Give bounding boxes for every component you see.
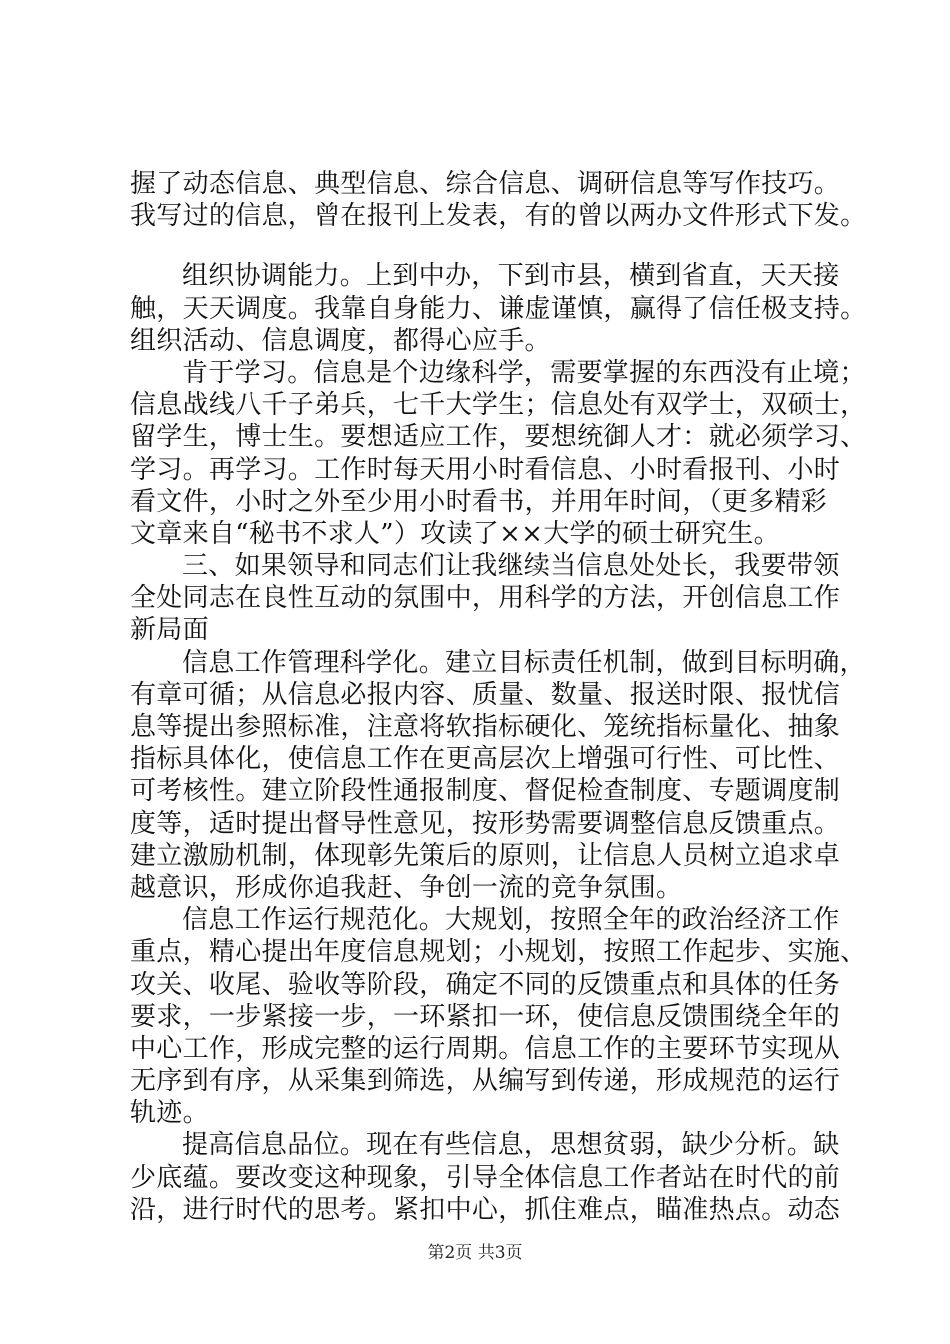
text-line: 沿，进行时代的思考。紧扣中心，抓住难点，瞄准热点。动态 [130, 1194, 841, 1225]
text-line: 指标具体化，使信息工作在更高层次上增强可行性、可比性、 [130, 744, 841, 775]
text-line: 攻关、收尾、验收等阶段，确定不同的反馈重点和具体的任务 [130, 969, 841, 1000]
text-line: 留学生，博士生。要想适应工作，要想统御人才：就必须学习、 [130, 422, 867, 453]
page-footer: 第2页 共3页 [427, 1243, 523, 1263]
text-line: 少底蕴。要改变这种现象，引导全体信息工作者站在时代的前 [130, 1162, 841, 1193]
text-line: 要求，一步紧接一步，一环紧扣一环，使信息反馈围绕全年的 [130, 1001, 841, 1032]
text-line: 建立激励机制，体现彰先策后的原则，让信息人员树立追求卓 [130, 840, 841, 871]
text-line: 三、如果领导和同志们让我继续当信息处处长，我要带领 [182, 551, 840, 582]
paragraph [130, 647, 866, 905]
text-line: 可考核性。建立阶段性通报制度、督促检查制度、专题调度制 [130, 776, 841, 807]
text-line: 轨迹。 [130, 1098, 209, 1129]
document-body [130, 168, 867, 1226]
paragraph [130, 904, 867, 1129]
text-line: 触，天天调度。我靠自身能力、谦虚谨慎，赢得了信任极支持。 [130, 293, 867, 324]
paragraph [130, 357, 867, 550]
text-line: 组织协调能力。上到中办，下到市县，横到省直，天天接 [182, 261, 840, 292]
text-line: 新局面 [130, 615, 209, 646]
text-line: 看文件，小时之外至少用小时看书，并用年时间，（更多精彩 [130, 486, 828, 517]
text-line: 信息战线八千子弟兵，七千大学生；信息处有双学士，双硕士， [130, 390, 867, 421]
text-line: 肯于学习。信息是个边缘科学，需要掌握的东西没有止境； [182, 357, 866, 388]
text-line: 重点，精心提出年度信息规划；小规划，按照工作起步、实施、 [130, 937, 867, 968]
text-line: 信息工作管理科学化。建立目标责任机制，做到目标明确， [182, 647, 866, 678]
text-line: 有章可循；从信息必报内容、质量、数量、报送时限、报忧信 [130, 679, 841, 710]
text-line: 握了动态信息、典型信息、综合信息、调研信息等写作技巧。 [130, 169, 841, 199]
paragraph [130, 1129, 841, 1226]
text-line: 信息工作运行规范化。大规划，按照全年的政治经济工作 [182, 905, 840, 936]
text-line: 文章来自“秘书不求人”）攻读了××大学的硕士研究生。 [130, 518, 780, 549]
text-line: 度等，适时提出督导性意见，按形势需要调整信息反馈重点。 [130, 808, 841, 839]
text-line: 越意识，形成你追我赶、争创一流的竞争氛围。 [130, 872, 683, 903]
text-line: 中心工作，形成完整的运行周期。信息工作的主要环节实现从 [130, 1033, 841, 1064]
paragraph-spacer [130, 232, 832, 260]
text-line: 息等提出参照标准，注意将软指标硬化、笼统指标量化、抽象 [130, 712, 841, 742]
paragraph [130, 550, 841, 647]
text-line: 全处同志在良性互动的氛围中，用科学的方法，开创信息工作 [130, 583, 841, 614]
text-line: 学习。再学习。工作时每天用小时看信息、小时看报刊、小时 [130, 454, 841, 485]
text-line: 无序到有序，从采集到筛选，从编写到传递，形成规范的运行 [130, 1066, 841, 1097]
text-line: 我写过的信息，曾在报刊上发表，有的曾以两办文件形式下发。 [130, 201, 867, 232]
text-line: 提高信息品位。现在有些信息，思想贫弱，缺少分析。缺 [182, 1130, 840, 1161]
paragraph [130, 168, 867, 232]
paragraph [130, 260, 867, 357]
text-line: 组织活动、信息调度，都得心应手。 [130, 325, 551, 356]
